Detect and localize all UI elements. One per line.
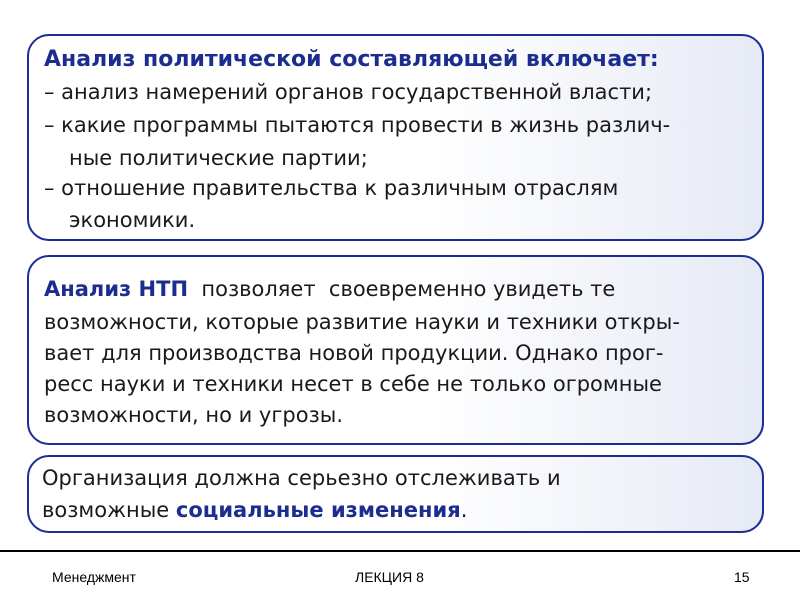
political-line-2: – какие программы пытаются провести в жизнь различ- [44, 113, 671, 137]
political-line-3: ные политические партии; [69, 146, 368, 170]
footer-divider [0, 550, 800, 552]
ntp-line-4: возможности, но и угрозы. [44, 403, 343, 427]
footer-course: Менеджмент [52, 569, 136, 585]
political-line-4: – отношение правительства к различным отраслям [44, 176, 619, 200]
footer-page-number: 15 [734, 569, 750, 585]
political-line-5: экономики. [69, 208, 196, 232]
social-line-2-end: . [460, 498, 468, 522]
social-line-2-start: возможные [42, 498, 176, 522]
ntp-line-3: ресс науки и техники несет в себе не только огромные [44, 372, 662, 396]
political-line-1: – анализ намерений органов государственной власти; [44, 80, 653, 104]
ntp-first-line [44, 279, 615, 300]
ntp-line-2: вает для производства новой продукции. Однако прог- [44, 341, 664, 365]
social-line-2 [42, 500, 467, 521]
ntp-lead-rest: позволяет своевременно увидеть те [188, 277, 616, 301]
footer-lecture: ЛЕКЦИЯ 8 [355, 569, 424, 585]
social-changes-emphasis: социальные изменения [175, 498, 461, 522]
ntp-line-1: возможности, которые развитие науки и техники откры- [44, 310, 680, 334]
ntp-lead: Анализ НТП [44, 277, 189, 301]
political-analysis-title: Анализ политической составляющей включает: [44, 47, 659, 72]
social-line-1: Организация должна серьезно отслеживать и [42, 466, 561, 490]
